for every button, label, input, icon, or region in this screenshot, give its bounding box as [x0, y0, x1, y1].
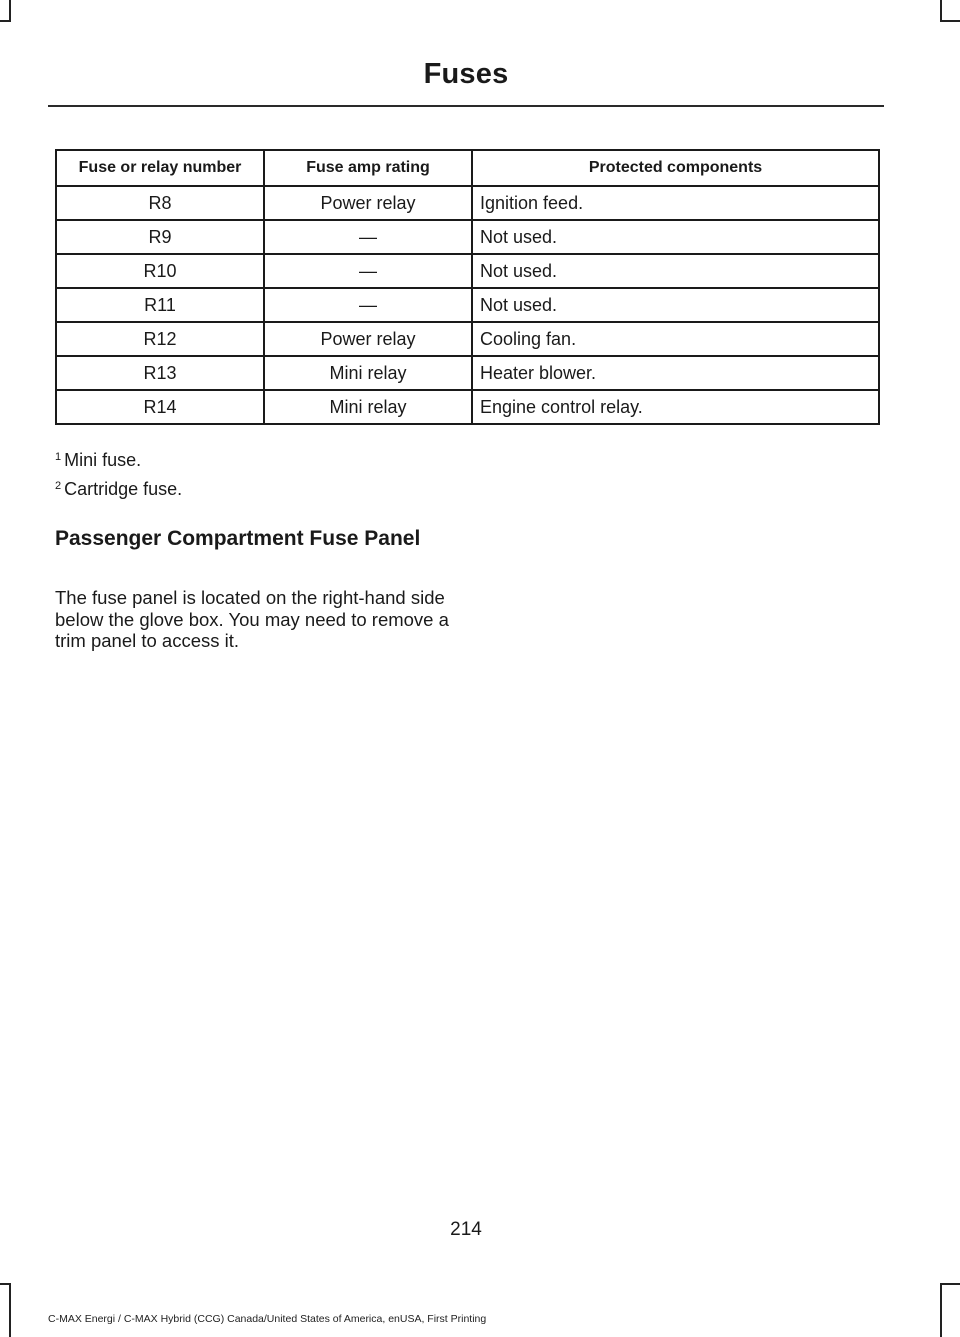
- crop-mark-bottom-left-horizontal: [0, 1283, 11, 1285]
- footnotes: [55, 444, 182, 502]
- fuse-number-cell: R12: [56, 322, 264, 356]
- crop-mark-top-right-vertical: [940, 0, 942, 22]
- amp-rating-cell: —: [264, 254, 472, 288]
- amp-rating-cell: Mini relay: [264, 356, 472, 390]
- table-row: [56, 322, 879, 356]
- amp-rating-cell: Power relay: [264, 186, 472, 220]
- protected-components-cell: Engine control relay.: [472, 390, 879, 424]
- section-body-text: The fuse panel is located on the right-hand side below the glove box. You may need to remove a trim panel to access it.: [55, 587, 449, 651]
- crop-mark-top-left-horizontal: [0, 20, 11, 22]
- amp-rating-cell: —: [264, 288, 472, 322]
- page-number: 214: [450, 1219, 482, 1240]
- footnote: [55, 444, 182, 473]
- footnote: [55, 473, 182, 502]
- amp-rating-cell: Mini relay: [264, 390, 472, 424]
- crop-mark-top-right-horizontal: [940, 20, 960, 22]
- footer-text: C-MAX Energi / C-MAX Hybrid (CCG) Canada/United States of America, enUSA, First Printing: [48, 1313, 487, 1325]
- table-row: [56, 356, 879, 390]
- amp-rating-cell: —: [264, 220, 472, 254]
- crop-mark-bottom-right-horizontal: [940, 1283, 960, 1285]
- page-title: Fuses: [423, 58, 509, 90]
- footnote-text: Mini fuse.: [64, 450, 142, 470]
- footnote-text: Cartridge fuse.: [64, 479, 183, 499]
- protected-components-cell: Not used.: [472, 220, 879, 254]
- column-header-fuse-number: Fuse or relay number: [56, 150, 264, 186]
- crop-mark-top-left-vertical: [9, 0, 11, 22]
- table-header-row: [56, 150, 879, 186]
- footnote-mark: 2: [55, 480, 62, 492]
- fuse-number-cell: R13: [56, 356, 264, 390]
- crop-mark-bottom-left-vertical: [9, 1283, 11, 1337]
- protected-components-cell: Cooling fan.: [472, 322, 879, 356]
- section-heading: Passenger Compartment Fuse Panel: [55, 527, 421, 550]
- fuse-number-cell: R9: [56, 220, 264, 254]
- header-divider: [48, 105, 884, 107]
- amp-rating-cell: Power relay: [264, 322, 472, 356]
- table-row: [56, 186, 879, 220]
- protected-components-cell: Ignition feed.: [472, 186, 879, 220]
- fuse-number-cell: R8: [56, 186, 264, 220]
- table-row: [56, 254, 879, 288]
- table-row: [56, 220, 879, 254]
- column-header-protected-components: Protected components: [472, 150, 879, 186]
- crop-mark-bottom-right-vertical: [940, 1283, 942, 1337]
- fuse-number-cell: R11: [56, 288, 264, 322]
- fuse-number-cell: R10: [56, 254, 264, 288]
- table-row: [56, 288, 879, 322]
- footnote-mark: 1: [55, 451, 62, 463]
- column-header-amp-rating: Fuse amp rating: [264, 150, 472, 186]
- fuse-table: [55, 149, 880, 425]
- fuse-number-cell: R14: [56, 390, 264, 424]
- protected-components-cell: Heater blower.: [472, 356, 879, 390]
- protected-components-cell: Not used.: [472, 254, 879, 288]
- protected-components-cell: Not used.: [472, 288, 879, 322]
- table-row: [56, 390, 879, 424]
